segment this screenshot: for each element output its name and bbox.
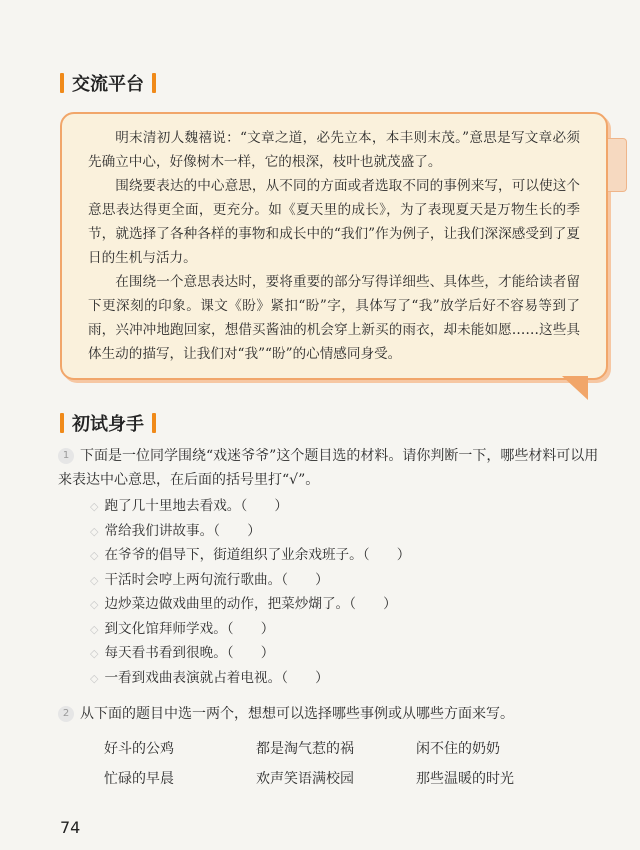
topic-item: 都是淘气惹的祸: [256, 741, 354, 757]
section-title-text: 初试身手: [72, 414, 144, 435]
section-title-platform: [60, 70, 156, 96]
item-text: 一看到戏曲表演就占着电视。（ ）: [104, 669, 329, 686]
list-item: [90, 519, 590, 544]
list-item: [90, 568, 590, 593]
exercise-1: [58, 444, 606, 492]
exercise-2-topics: [104, 738, 564, 790]
exercise-number-badge: 1: [58, 448, 74, 464]
diamond-bullet-icon: ◇: [90, 598, 99, 611]
title-bar-left: [60, 413, 64, 433]
exercise-2: [58, 702, 606, 726]
exercise-2-prompt: 从下面的题目中选一两个，想想可以选择哪些事例或从哪些方面来写。: [80, 706, 514, 722]
list-item: [90, 666, 590, 691]
section-title-text: 交流平台: [72, 74, 144, 95]
list-item: [90, 641, 590, 666]
platform-paragraph-2: 围绕要表达的中心意思，从不同的方面或者选取不同的事例来写，可以使这个意思表达得更全面，更充分。如《夏天里的成长》，为了表现夏天是万物生长的季节，就选择了各种各样的事物和成长中的“我们”作为例子，让我们深深感受到了夏日的生机与活力。: [88, 178, 580, 266]
item-text: 常给我们讲故事。（ ）: [104, 522, 261, 539]
topic-item: 忙碌的早晨: [104, 771, 174, 787]
platform-paragraph-1: 明末清初人魏禧说：“文章之道，必先立本，本丰则末茂。”意思是写文章必须先确立中心，好像树木一样，它的根深，枝叶也就茂盛了。: [88, 130, 580, 170]
platform-paragraph-3: 在围绕一个意思表达时，要将重要的部分写得详细些、具体些，才能给读者留下更深刻的印象。课文《盼》紧扣“盼”字，具体写了“我”放学后好不容易等到了雨，兴冲冲地跑回家，想借买酱油的机会穿上新买的雨衣，却未能如愿……这些具体生动的描写，让我们对“我”“盼”的心情感同身受。: [88, 274, 580, 362]
diamond-bullet-icon: ◇: [90, 671, 99, 685]
exercise-1-items: [90, 494, 590, 690]
item-text: 跑了几十里地去看戏。（ ）: [104, 498, 288, 514]
topic-item: 欢声笑语满校园: [256, 771, 354, 787]
topic-item: 好斗的公鸡: [104, 741, 174, 757]
diamond-bullet-icon: ◇: [90, 524, 99, 538]
item-text: 边炒菜边做戏曲里的动作，把菜炒煳了。（ ）: [104, 596, 397, 612]
item-text: 在爷爷的倡导下，街道组织了业余戏班子。（ ）: [104, 547, 411, 563]
list-item: [90, 543, 590, 568]
list-item: [90, 592, 590, 617]
diamond-bullet-icon: ◇: [90, 500, 99, 513]
item-text: 每天看书看到很晚。（ ）: [104, 645, 275, 661]
diamond-bullet-icon: ◇: [90, 573, 99, 587]
title-bar-left: [60, 73, 64, 93]
diamond-bullet-icon: ◇: [90, 549, 99, 562]
title-bar-right: [152, 413, 156, 433]
list-item: [90, 617, 590, 642]
list-item: [90, 494, 590, 519]
page-number: 74: [60, 818, 81, 837]
bubble-tail: [562, 376, 588, 400]
exercise-1-prompt: 下面是一位同学围绕“戏迷爷爷”这个题目选的材料。请你判断一下，哪些材料可以用来表达中心意思，在后面的括号里打“√”。: [58, 448, 599, 488]
exercise-number-badge: 2: [58, 706, 74, 722]
title-bar-right: [152, 73, 156, 93]
diamond-bullet-icon: ◇: [90, 647, 99, 660]
platform-box: [60, 112, 608, 380]
diamond-bullet-icon: ◇: [90, 622, 99, 636]
section-title-practice: [60, 410, 156, 436]
box-side-tab: [608, 138, 627, 192]
item-text: 干活时会哼上两句流行歌曲。（ ）: [104, 571, 329, 588]
topic-item: 那些温暖的时光: [416, 771, 514, 787]
topic-item: 闲不住的奶奶: [416, 741, 500, 757]
item-text: 到文化馆拜师学戏。（ ）: [104, 620, 275, 637]
